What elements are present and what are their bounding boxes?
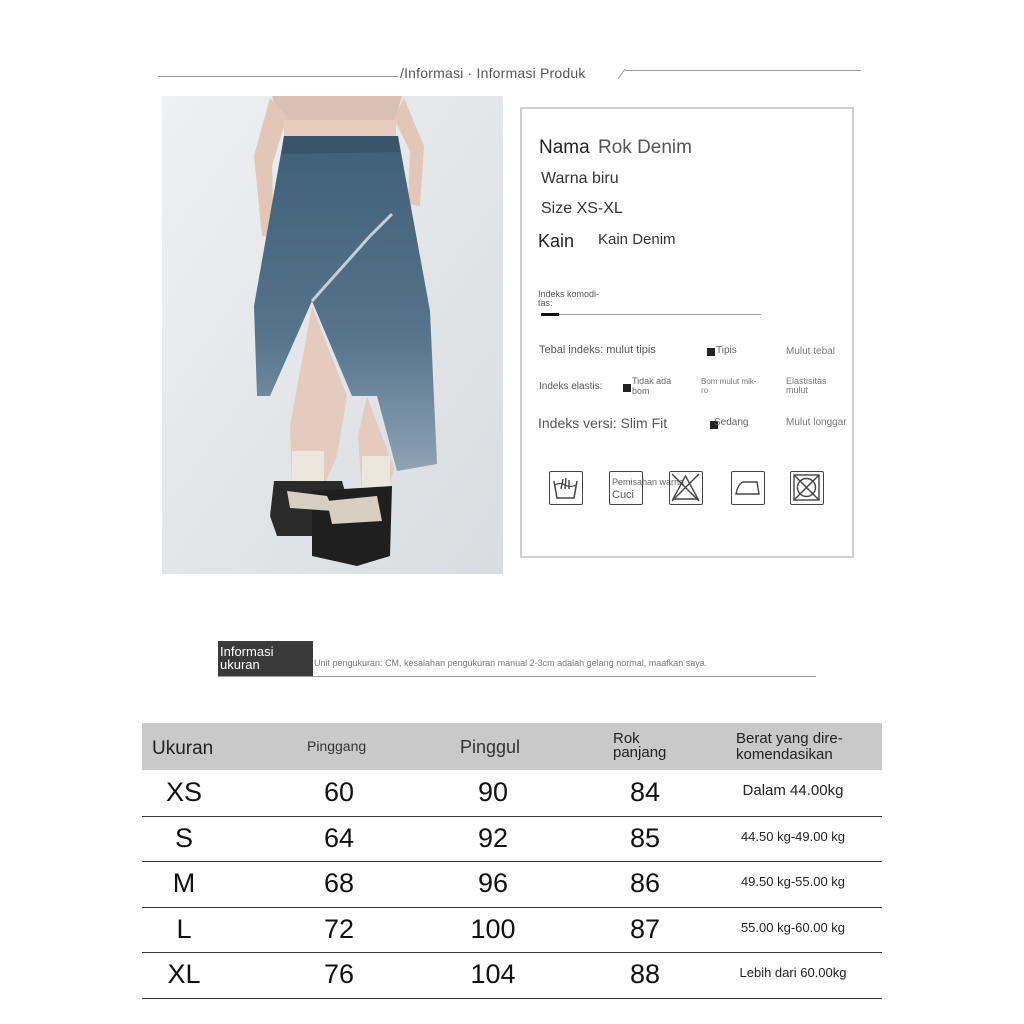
- fabric-label: Kain: [538, 231, 575, 251]
- denim-skirt-model-image: [162, 96, 503, 574]
- table-cell-hip: 90: [477, 777, 509, 807]
- table-cell-size: XS: [165, 777, 203, 807]
- table-row-divider: [142, 952, 882, 953]
- name-value: Rok Denim: [598, 137, 692, 158]
- table-cell-weight: 49.50 kg-55.00 kg: [740, 874, 846, 890]
- wash-label: Cuci: [612, 489, 635, 501]
- table-row-divider: [142, 907, 882, 908]
- iron-icon: [731, 471, 765, 505]
- size-info-note: Unit pengukuran: CM, kesalahan pengukuran manual 2-3cm adalah gelang normal, maafkan saya.: [314, 658, 708, 668]
- elastic-label: Indeks elastis:: [539, 381, 603, 392]
- table-cell-waist: 68: [323, 868, 355, 899]
- table-cell-length: 85: [629, 822, 661, 853]
- commodity-index-label: Indeks komodi- tas:: [538, 289, 600, 308]
- table-row-divider: [142, 861, 882, 862]
- table-cell-size: S: [174, 822, 194, 853]
- size-text: Size XS-XL: [541, 200, 623, 217]
- product-photo: [162, 96, 503, 574]
- size-info-tag: Informasi ukuran: [218, 641, 313, 676]
- table-cell-length: 84: [629, 777, 661, 807]
- header-waist: Pinggang: [307, 738, 367, 754]
- table-row-divider: [142, 998, 882, 999]
- thickness-selected: Tipis: [716, 345, 737, 356]
- table-cell-waist: 60: [323, 777, 355, 807]
- separate-wash-label: Pemisahan warna: [612, 477, 685, 487]
- table-cell-length: 86: [629, 868, 661, 899]
- header-weight: Berat yang dire-komendasikan: [736, 730, 843, 763]
- section-title: /Informasi · Informasi Produk: [400, 65, 586, 81]
- table-cell-weight: 44.50 kg-49.00 kg: [740, 828, 846, 844]
- thickness-marker: [707, 348, 715, 356]
- name-label: Nama: [539, 137, 590, 158]
- color-text: Warna biru: [541, 170, 619, 187]
- header-length: Rok panjang: [613, 730, 667, 761]
- hand-wash-icon: [549, 471, 583, 505]
- table-cell-hip: 92: [477, 822, 509, 853]
- header-line-left: [158, 76, 398, 77]
- table-cell-length: 87: [629, 913, 661, 944]
- table-cell-size: M: [172, 868, 196, 899]
- table-row-divider: [142, 816, 882, 817]
- elastic-right: Elastisitas mulut: [786, 376, 827, 395]
- header-line-right: [625, 70, 861, 71]
- header-size: Ukuran: [152, 738, 214, 759]
- table-cell-weight: Lebih dari 60.00kg: [739, 965, 847, 981]
- table-cell-hip: 96: [477, 868, 509, 899]
- table-cell-waist: 64: [323, 822, 355, 853]
- header-hip: Pinggul: [460, 737, 521, 757]
- commodity-index-track: [541, 314, 761, 315]
- version-selected: Sedang: [714, 417, 749, 428]
- no-bleach-icon: [669, 471, 703, 505]
- thickness-right: Mulut tebal: [786, 346, 835, 357]
- version-label: Indeks versi: Slim Fit: [538, 415, 668, 431]
- table-cell-hip: 100: [470, 913, 516, 944]
- fabric-value: Kain Denim: [598, 231, 676, 248]
- version-right: Mulut longgar: [786, 417, 847, 428]
- commodity-index-fill: [541, 313, 559, 316]
- table-cell-hip: 104: [470, 959, 516, 990]
- table-cell-weight: Dalam 44.00kg: [742, 782, 844, 799]
- no-tumble-dry-icon: [790, 471, 824, 505]
- elastic-marker: [623, 384, 631, 392]
- table-cell-waist: 72: [323, 913, 355, 944]
- table-cell-size: L: [176, 913, 192, 944]
- header-slash-icon: [616, 68, 628, 80]
- elastic-selected: Tidak ada bom: [632, 376, 672, 396]
- table-cell-waist: 76: [323, 959, 355, 990]
- table-cell-size: XL: [167, 959, 201, 990]
- elastic-mid: Bom mulut mik- ro: [701, 377, 757, 395]
- table-cell-weight: 55.00 kg-60.00 kg: [740, 919, 846, 935]
- size-info-divider: [218, 676, 816, 677]
- thickness-label: Tebal indeks: mulut tipis: [539, 344, 656, 356]
- table-cell-length: 88: [629, 959, 661, 990]
